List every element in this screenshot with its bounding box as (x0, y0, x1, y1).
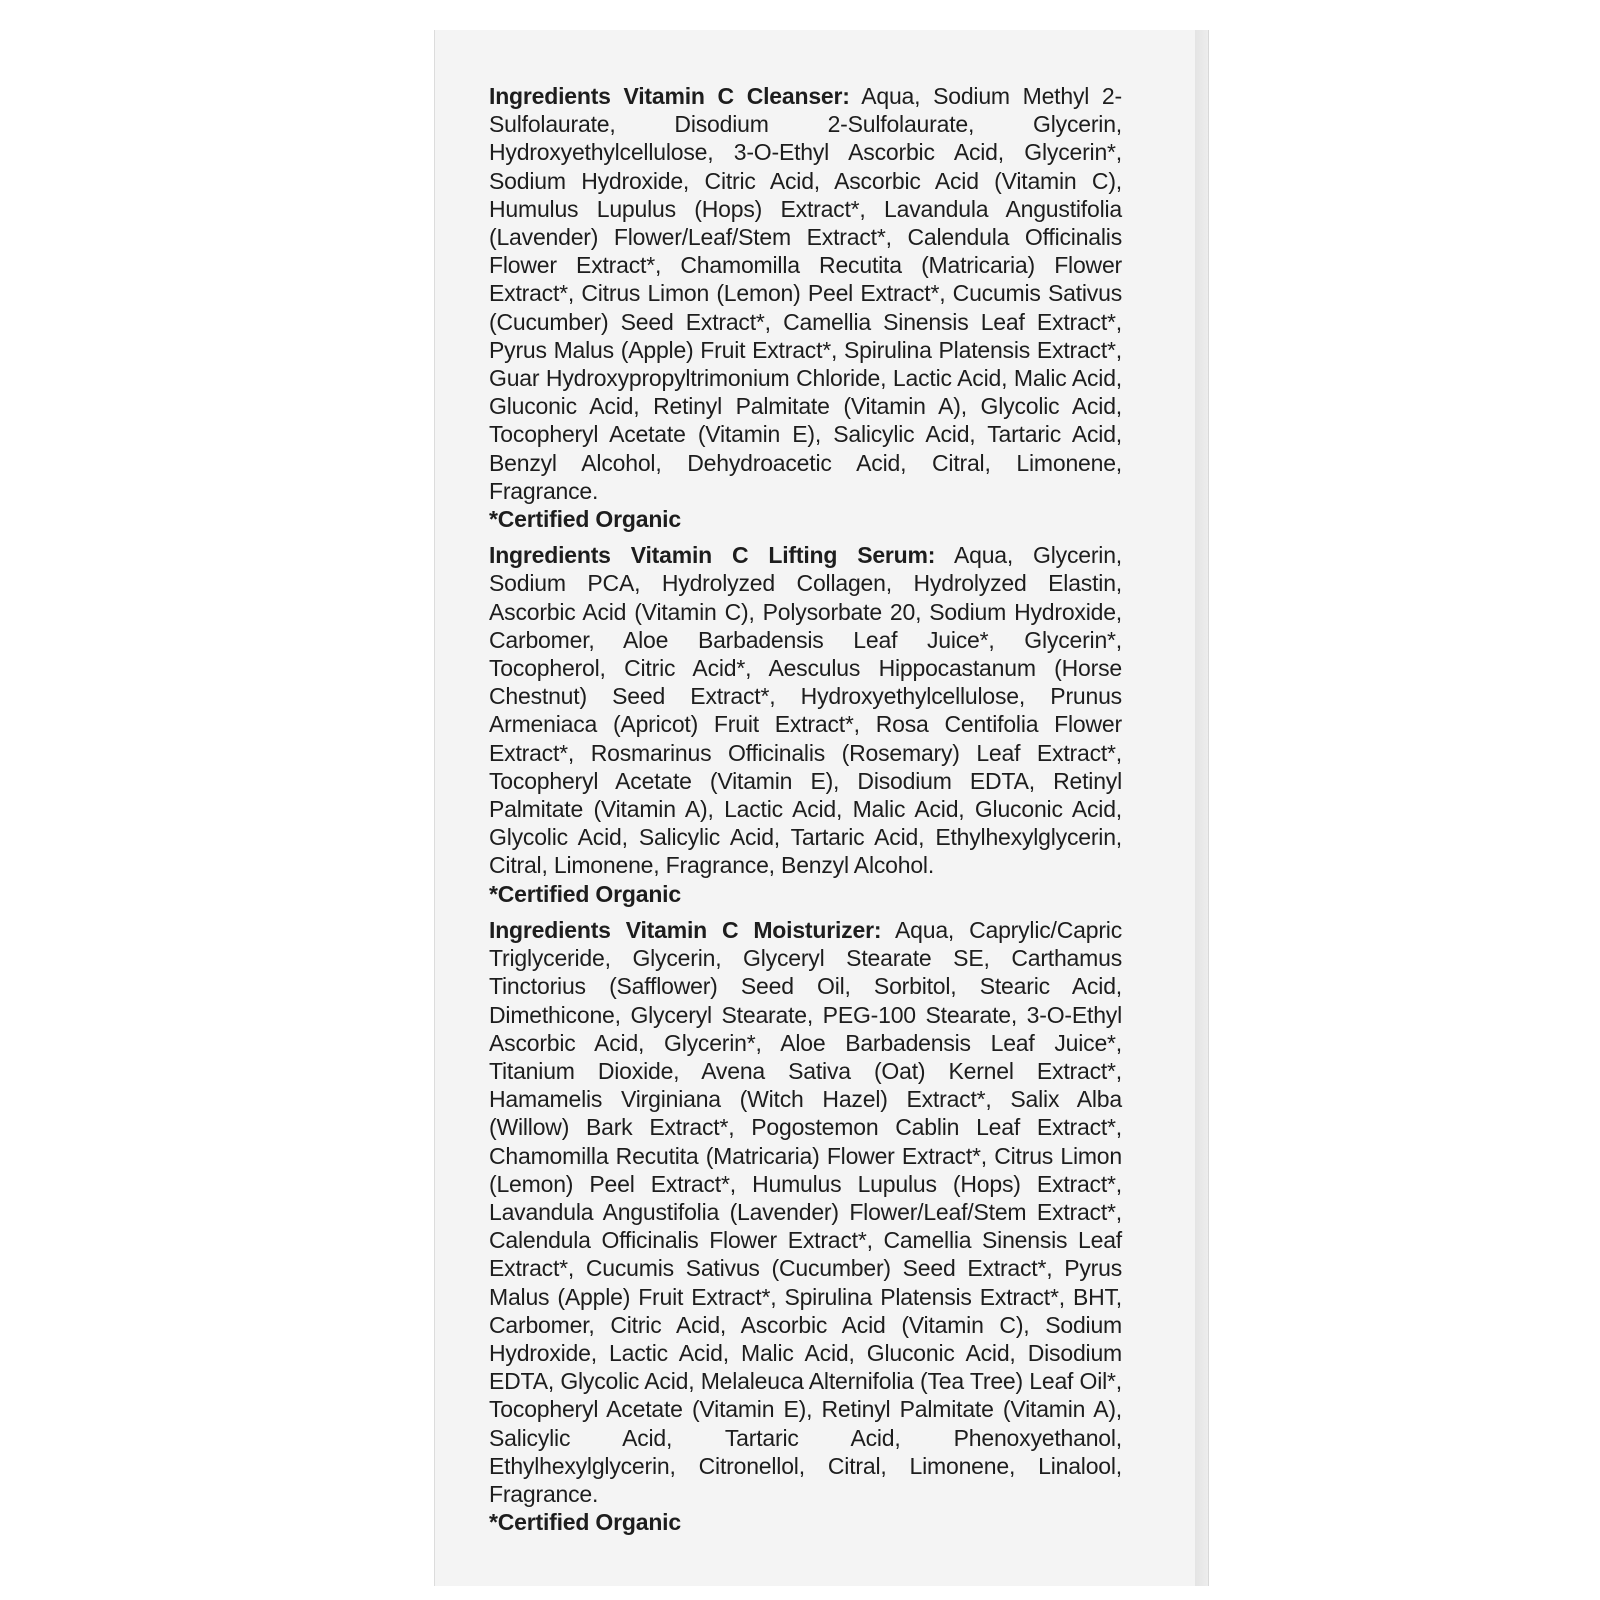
moisturizer-list: Aqua, Caprylic/Capric Triglyceride, Glycerin, Glyceryl Stearate SE, Carthamus Tinctorius (Safflower) Seed Oil, Sorbitol, Stearic Acid, Dimethicone, Glyceryl Stearate, PEG-100 Stearate, 3-O-Ethyl Ascorbic Acid, Glycerin*, Aloe Barbadensis Leaf Juice*, Titanium Dioxide, Avena Sativa (Oat) Kernel Extract*, Hamamelis Virginiana (Witch Hazel) Extract*, Salix Alba (Willow) Bark Extract*, Pogostemon Cablin Leaf Extract*, Chamomilla Recutita (Matricaria) Flower Extract*, Citrus Limon (Lemon) Peel Extract*, Humulus Lupulus (Hops) Extract*, Lavandula Angustifolia (Lavender) Flower/Leaf/Stem Extract*, Calendula Officinalis Flower Extract*, Camellia Sinensis Leaf Extract*, Cucumis Sativus (Cucumber) Seed Extract*, Pyrus Malus (Apple) Fruit Extract*, Spirulina Platensis Extract*, BHT, Carbomer, Citric Acid, Ascorbic Acid (Vitamin C), Sodium Hydroxide, Lactic Acid, Malic Acid, Gluconic Acid, Disodium EDTA, Glycolic Acid, Melaleuca Alternifolia (Tea Tree) Leaf Oil*, Tocopheryl Acetate (Vitamin E), Retinyl Palmitate (Vitamin A), Salicylic Acid, Tartaric Acid, Phenoxyethanol, Ethylhexylglycerin, Citronellol, Citral, Limonene, Linalool, Fragrance. (489, 916, 1122, 1507)
cleanser-list: Aqua, Sodium Methyl 2-Sulfolaurate, Disodium 2-Sulfolaurate, Glycerin, Hydroxyethylcellulose, 3-O-Ethyl Ascorbic Acid, Glycerin*, Sodium Hydroxide, Citric Acid, Ascorbic Acid (Vitamin C), Humulus Lupulus (Hops) Extract*, Lavandula Angustifolia (Lavender) Flower/Leaf/Stem Extract*, Calendula Officinalis Flower Extract*, Chamomilla Recutita (Matricaria) Flower Extract*, Citrus Limon (Lemon) Peel Extract*, Cucumis Sativus (Cucumber) Seed Extract*, Camellia Sinensis Leaf Extract*, Pyrus Malus (Apple) Fruit Extract*, Spirulina Platensis Extract*, Guar Hydroxypropyltrimonium Chloride, Lactic Acid, Malic Acid, Gluconic Acid, Retinyl Palmitate (Vitamin A), Glycolic Acid, Tocopheryl Acetate (Vitamin E), Salicylic Acid, Tartaric Acid, Benzyl Alcohol, Dehydroacetic Acid, Citral, Limonene, Fragrance. (489, 83, 1122, 504)
ingredients-panel (434, 30, 1196, 1586)
cleanser-heading: Ingredients Vitamin C Cleanser: (489, 83, 850, 109)
serum-organic-note: *Certified Organic (489, 880, 681, 907)
serum-list: Aqua, Glycerin, Sodium PCA, Hydrolyzed Collagen, Hydrolyzed Elastin, Ascorbic Acid (Vitamin C), Polysorbate 20, Sodium Hydroxide, Carbomer, Aloe Barbadensis Leaf Juice*, Glycerin*, Tocopherol, Citric Acid*, Aesculus Hippocastanum (Horse Chestnut) Seed Extract*, Hydroxyethylcellulose, Prunus Armeniaca (Apricot) Fruit Extract*, Rosa Centifolia Flower Extract*, Rosmarinus Officinalis (Rosemary) Leaf Extract*, Tocopheryl Acetate (Vitamin E), Disodium EDTA, Retinyl Palmitate (Vitamin A), Lactic Acid, Malic Acid, Gluconic Acid, Glycolic Acid, Salicylic Acid, Tartaric Acid, Ethylhexylglycerin, Citral, Limonene, Fragrance, Benzyl Alcohol. (489, 542, 1122, 879)
cleanser-ingredients (489, 82, 1122, 533)
ingredients-text (489, 82, 1122, 1536)
moisturizer-ingredients (489, 916, 1122, 1536)
serum-paragraph (489, 541, 1122, 879)
cleanser-paragraph (489, 82, 1122, 505)
moisturizer-paragraph (489, 916, 1122, 1508)
moisturizer-organic-note: *Certified Organic (489, 1509, 681, 1536)
moisturizer-heading: Ingredients Vitamin C Moisturizer: (489, 916, 882, 943)
panel-side-edge (1195, 30, 1209, 1586)
serum-heading: Ingredients Vitamin C Lifting Serum: (489, 542, 936, 569)
serum-ingredients (489, 541, 1122, 908)
cleanser-organic-note: *Certified Organic (489, 506, 681, 533)
